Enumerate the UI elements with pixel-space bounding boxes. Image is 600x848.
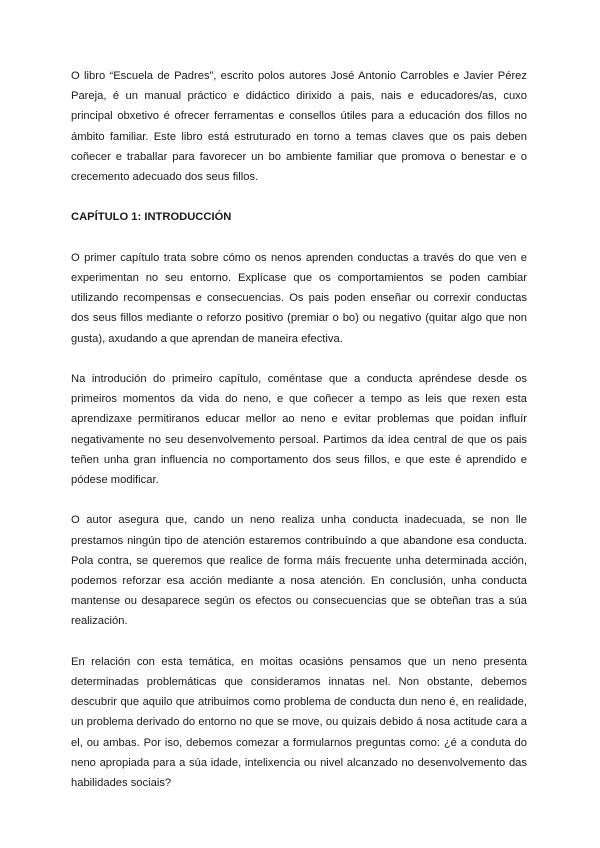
chapter-heading: CAPÍTULO 1: INTRODUCCIÓN <box>71 211 232 224</box>
document-body <box>71 66 527 813</box>
body-paragraph: O primer capítulo trata sobre cómo os nenos aprenden conductas a través do que ven e experimentan no seu entorno. Explícase que os comportamientos se poden cambiar utilizando recompensas e consecuencias. Os pais poden enseñar ou correxir conductas dos seus fillos mediante o reforzo positivo (premiar o bo) ou negativo (quitar algo que non gusta), axudando a que aprendan de maneira efectiva. <box>71 251 527 345</box>
body-paragraph: Na introdución do primeiro capítulo, coméntase que a conducta apréndese desde os primeiros momentos da vida do neno, e que coñecer a tempo as leis que rexen esta aprendizaxe permitiranos educar mellor ao neno e evitar problemas que poidan influír negativamente no seu desenvolvemento persoal. Partimos da idea central de que os pais teñen unha gran influencia no comportamento dos seus fillos, e que este é aprendido e pódese modificar. <box>71 373 527 487</box>
body-paragraph: O autor asegura que, cando un neno realiza unha conducta inadecuada, se non lle prestamos ningún tipo de atención estaremos contribuíndo a que abandone esa conducta. Pola contra, se queremos que realice de forma máis frecuente unha determinada acción, podemos reforzar esa acción mediante a nosa atención. En conclusión, unha conducta mantense ou desaparece según os efectos ou consecuencias que se obteñan tras a súa realización. <box>71 514 527 628</box>
body-paragraph: En relación con esta temática, en moitas ocasións pensamos que un neno presenta determinadas problemáticas que consideramos innatas nel. Non obstante, debemos descubrir que aquilo que atribuimos como problema de conducta dun neno é, en realidade, un problema derivado do entorno no que se move, ou quizais debido á nosa actitude cara a el, ou ambas. Por iso, debemos comezar a formularnos preguntas como: ¿é a conduta do neno apropiada para a súa idade, intelixencia ou nivel alcanzado no desenvolvemento das habilidades sociais? <box>71 655 527 790</box>
intro-paragraph: O libro “Escuela de Padres”, escrito polos autores José Antonio Carrobles e Javier Pérez Pareja, é un manual práctico e didáctico dirixido a pais, nais e educadores/as, cuxo principal obxetivo é ofrecer ferramentas e consellos útiles para a educación dos fillos no ámbito familiar. Este libro está estruturado en torno a temas claves que os pais deben coñecer e traballar para favorecer un bo ambiente familiar que promova o benestar e o crecemento adecuado dos seus fillos. <box>71 70 527 184</box>
